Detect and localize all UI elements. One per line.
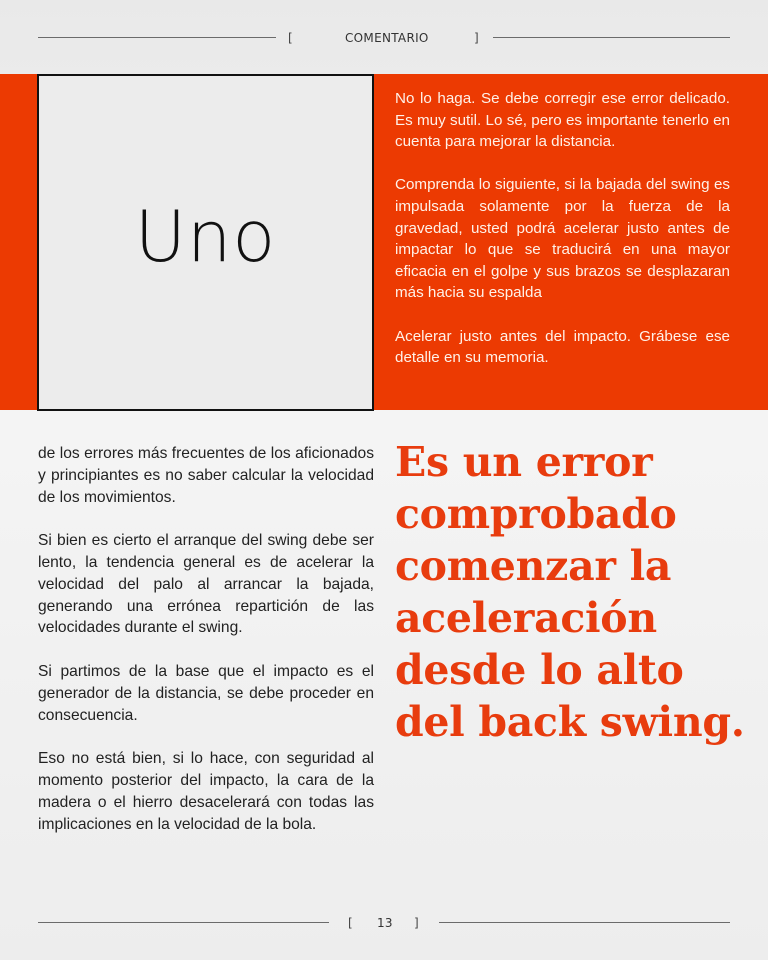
- pull-quote-line: Es un error: [395, 438, 653, 486]
- header-rule-right: [493, 37, 730, 38]
- feature-box: [37, 74, 374, 411]
- footer-bracket-open: [: [348, 916, 353, 930]
- feature-paragraph: No lo haga. Se debe corregir ese error delicado. Es muy sutil. Lo sé, pero es importante tenerlo en cuenta para mejorar la distancia.: [395, 90, 730, 151]
- header-rule-left: [38, 37, 276, 38]
- body-paragraph: Eso no está bien, si lo hace, con seguridad al momento posterior del impacto, la cara de la madera o el hierro desacelerará con todas las implicaciones en la velocidad de la bola.: [38, 750, 374, 833]
- header-bracket-open: [: [288, 31, 293, 45]
- pull-quote-line: desde lo alto: [395, 646, 684, 694]
- pull-quote-line: comenzar la: [395, 542, 672, 590]
- feature-paragraph: Acelerar justo antes del impacto. Grábese ese detalle en su memoria.: [395, 327, 730, 367]
- feature-paragraph: Comprenda lo siguiente, si la bajada del swing es impulsada solamente por la fuerza de la gravedad, usted podrá acelerar justo antes de impactar lo que se traducirá en una mayor eficacia en el golpe y sus brazos se desplazaran más hacia su espalda: [395, 176, 730, 302]
- header-bracket-close: ]: [474, 31, 479, 45]
- body-column: [38, 443, 374, 857]
- pull-quote-line: del back swing.: [395, 698, 745, 746]
- body-paragraph: Si partimos de la base que el impacto es el generador de la distancia, se debe proceder en consecuencia.: [38, 662, 374, 724]
- footer-bracket-close: ]: [414, 916, 419, 930]
- feature-box-title: Uno: [134, 195, 277, 278]
- footer-rule-left: [38, 922, 329, 923]
- pull-quote: [395, 436, 755, 748]
- body-paragraph: de los errores más frecuentes de los aficionados y principiantes es no saber calcular la velocidad de los movimientos.: [38, 445, 374, 506]
- body-paragraph: Si bien es cierto el arranque del swing debe ser lento, la tendencia general es de acelerar la velocidad del palo al arrancar la bajada, generando una errónea repartición de las velocidades durante el swing.: [38, 532, 374, 637]
- section-label: COMENTARIO: [345, 31, 429, 45]
- pull-quote-line: comprobado: [395, 490, 677, 538]
- pull-quote-line: aceleración: [395, 594, 657, 642]
- feature-text: [395, 88, 730, 390]
- footer-rule-right: [439, 922, 730, 923]
- page-number: 13: [377, 916, 393, 930]
